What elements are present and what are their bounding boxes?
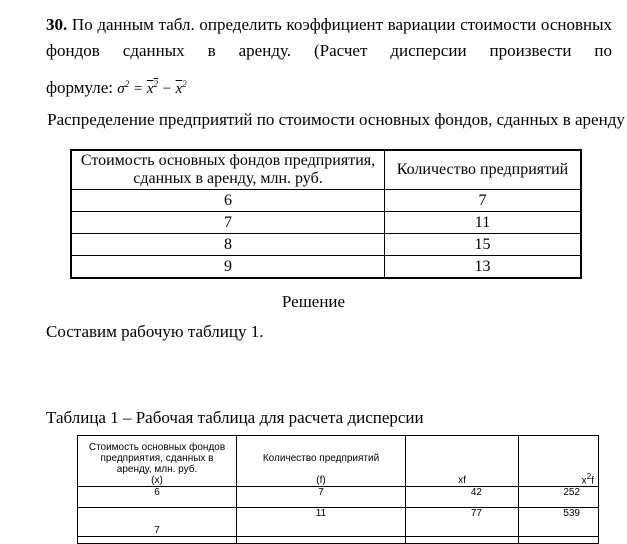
table1-caption: Распределение предприятий по стоимости основных фондов, сданных в аренду — [47, 110, 625, 129]
table2-header-x: Стоимость основных фондов предприятия, сданных в аренду, млн. руб. (x) — [78, 436, 237, 487]
compose-text: Составим рабочую таблицу 1. — [46, 322, 264, 341]
table1-header-cost: Стоимость основных фондов предприятия, сданных в аренду, млн. руб. — [71, 150, 385, 190]
table2-cell-xf: 77 — [406, 508, 519, 537]
table2-cell-f: 11 — [237, 508, 406, 537]
table1-cell: 8 — [71, 234, 385, 256]
table2-cell-xf: 42 — [406, 487, 519, 508]
variance-formula: $\sigma^2 = x^2 - \overline{x}^2$ — [117, 79, 187, 97]
table1-cell: 9 — [71, 256, 385, 279]
table2-cell-x: 6 — [78, 487, 237, 508]
table2-cell-x: 7 — [78, 508, 237, 537]
table-row — [71, 212, 581, 234]
table1-cell: 15 — [385, 234, 582, 256]
table2-caption: Таблица 1 – Рабочая таблица для расчета дисперсии — [46, 408, 424, 427]
table2 — [77, 435, 599, 544]
table1-cell: 11 — [385, 212, 582, 234]
table1 — [70, 149, 582, 279]
formula-label: формуле: — [46, 78, 114, 97]
table-row — [71, 256, 581, 279]
table-row — [78, 508, 599, 537]
table2-header-x2f: $x^2f$ — [519, 436, 599, 487]
table2-cell-f: 7 — [237, 487, 406, 508]
table1-cell: 7 — [71, 212, 385, 234]
table2-header-row — [78, 436, 599, 487]
table2-header-xf: xf — [406, 436, 519, 487]
table1-cell: 6 — [71, 190, 385, 212]
table-row — [78, 537, 599, 544]
table1-cell: 13 — [385, 256, 582, 279]
table2-cell-x2f: 539 — [519, 508, 599, 537]
table1-cell: 7 — [385, 190, 582, 212]
table-row — [78, 487, 599, 508]
table1-header-count: Количество предприятий — [385, 150, 582, 190]
problem-text — [46, 12, 612, 64]
table-row — [71, 190, 581, 212]
table1-header-row — [71, 150, 581, 190]
table2-cell-x2f: 252 — [519, 487, 599, 508]
problem-number: 30. — [46, 15, 68, 34]
problem-body: По данным табл. определить коэффициент вариации стоимости основных фондов сданных в аренду. (Расчет дисперсии произвести по — [46, 15, 613, 60]
formula-line — [46, 78, 187, 98]
solution-title: Решение — [281, 292, 346, 311]
table-row — [71, 234, 581, 256]
table2-header-f: Количество предприятий (f) — [237, 436, 406, 487]
